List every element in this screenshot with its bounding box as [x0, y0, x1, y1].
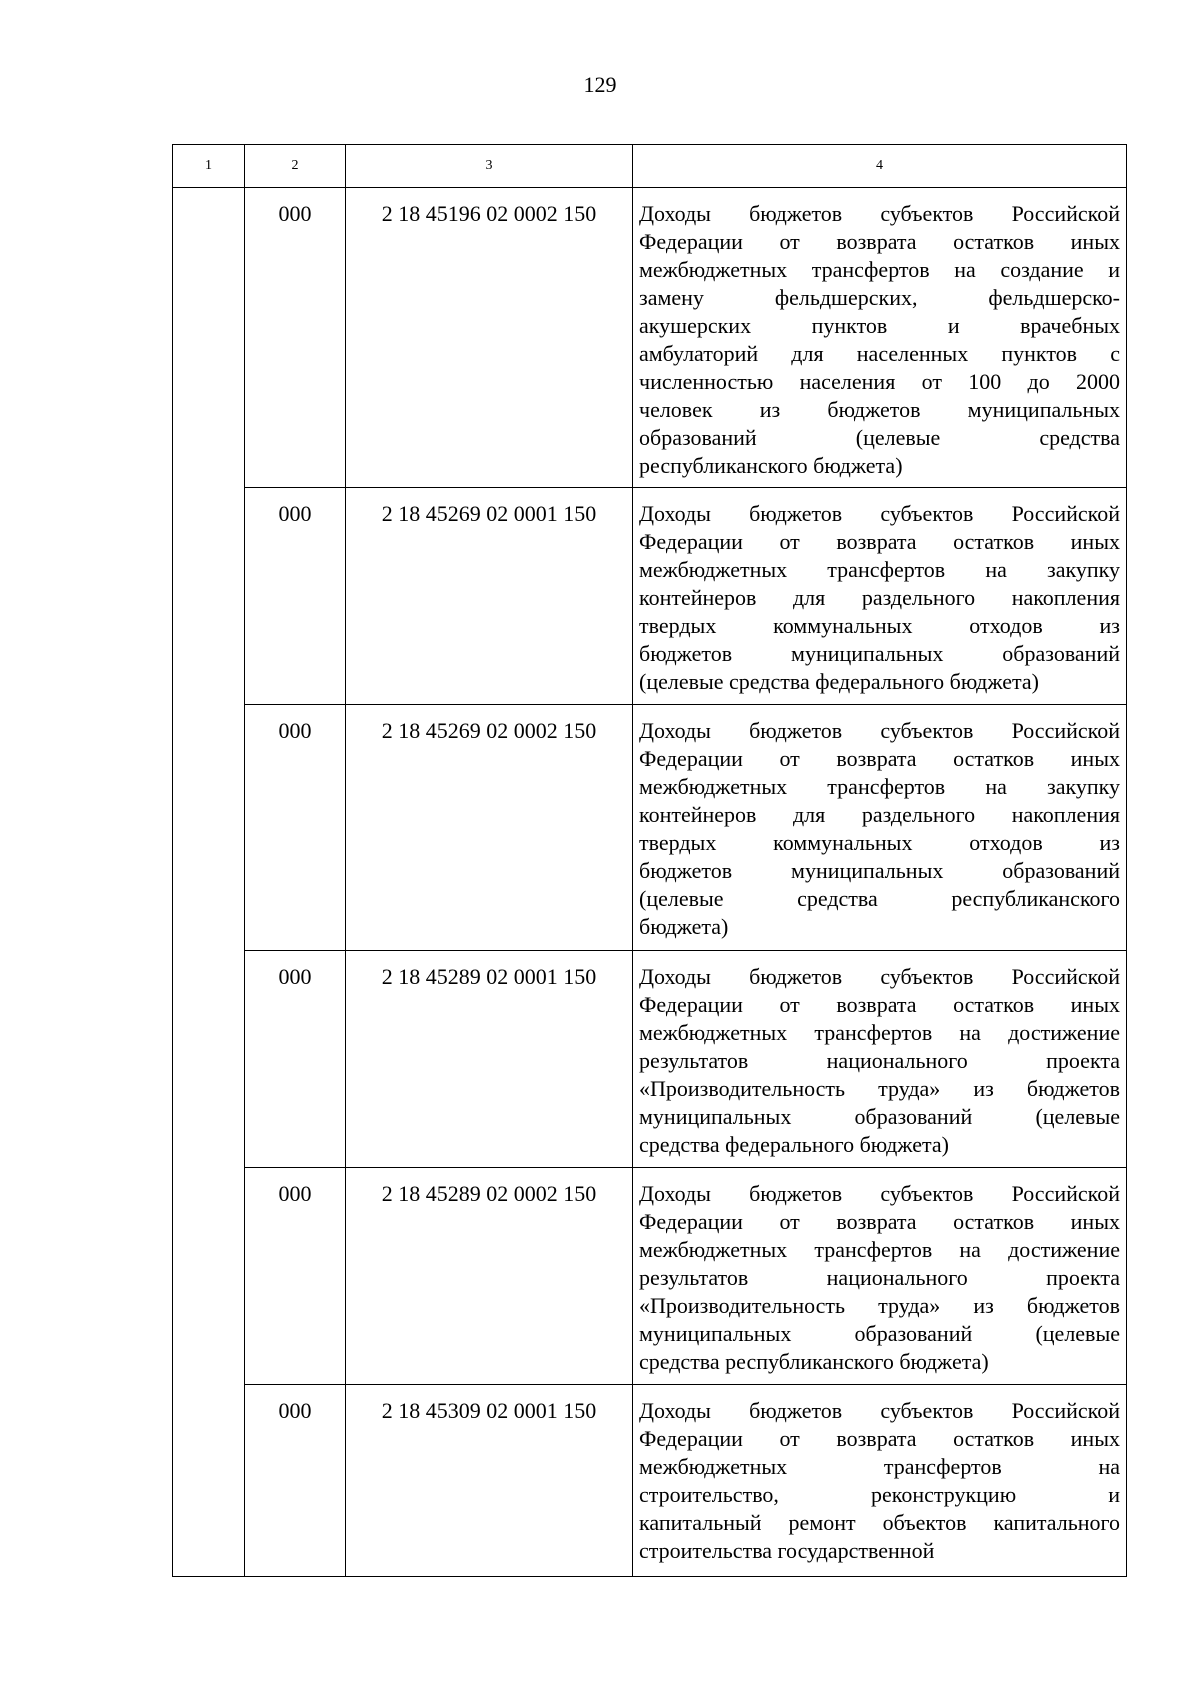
revenue-description-cell	[633, 951, 1127, 1168]
description-line: контейнеров для раздельного накопления	[639, 802, 1120, 827]
description-line: межбюджетных трансфертов на достижение	[639, 1237, 1120, 1262]
description-line: твердых коммунальных отходов из	[639, 613, 1120, 638]
description-line: результатов национального проекта	[639, 1265, 1120, 1290]
description-line: Федерации от возврата остатков иных	[639, 1209, 1120, 1234]
description-line: Федерации от возврата остатков иных	[639, 529, 1120, 554]
revenue-code-cell: 2 18 45309 02 0001 150	[346, 1385, 633, 1577]
description-line: строительство, реконструкцию и	[639, 1482, 1120, 1507]
revenue-code-cell: 2 18 45196 02 0002 150	[346, 188, 633, 488]
header-cell-3: 3	[346, 145, 633, 188]
header-cell-2: 2	[245, 145, 346, 188]
description-line: твердых коммунальных отходов из	[639, 830, 1120, 855]
description-line: контейнеров для раздельного накопления	[639, 585, 1120, 610]
description-line: Федерации от возврата остатков иных	[639, 746, 1120, 771]
revenue-description-cell	[633, 1168, 1127, 1385]
description-line: (целевые средства федерального бюджета)	[639, 669, 1039, 694]
table-header-row	[173, 145, 1127, 188]
page-number: 129	[583, 72, 617, 97]
description-line: Доходы бюджетов субъектов Российской	[639, 964, 1120, 989]
description-line: образований (целевые средства	[639, 425, 1120, 450]
description-line: Федерации от возврата остатков иных	[639, 992, 1120, 1017]
description-line: Доходы бюджетов субъектов Российской	[639, 718, 1120, 743]
description-line: бюджета)	[639, 914, 729, 939]
table-row	[173, 951, 1127, 1168]
description-line: межбюджетных трансфертов на закупку	[639, 557, 1120, 582]
description-line: «Производительность труда» из бюджетов	[639, 1076, 1120, 1101]
description-line: Федерации от возврата остатков иных	[639, 1426, 1120, 1451]
description-line: человек из бюджетов муниципальных	[639, 397, 1120, 422]
revenue-code-cell: 2 18 45289 02 0001 150	[346, 951, 633, 1168]
admin-code-cell: 000	[245, 488, 346, 705]
description-line: межбюджетных трансфертов на закупку	[639, 774, 1120, 799]
revenue-code-cell: 2 18 45269 02 0001 150	[346, 488, 633, 705]
description-line: муниципальных образований (целевые	[639, 1104, 1120, 1129]
table-row	[173, 488, 1127, 705]
admin-code-cell: 000	[245, 1385, 346, 1577]
description-line: строительства государственной	[639, 1538, 935, 1563]
description-line: численностью населения от 100 до 2000	[639, 369, 1120, 394]
admin-code-cell: 000	[245, 188, 346, 488]
description-line: республиканского бюджета)	[639, 453, 903, 478]
revenue-description-cell	[633, 1385, 1127, 1577]
header-cell-1: 1	[173, 145, 245, 188]
revenue-description-cell	[633, 188, 1127, 488]
description-line: средства республиканского бюджета)	[639, 1349, 989, 1374]
description-line: Федерации от возврата остатков иных	[639, 229, 1120, 254]
description-line: (целевые средства республиканского	[639, 886, 1120, 911]
description-line: Доходы бюджетов субъектов Российской	[639, 201, 1120, 226]
revenue-code-cell: 2 18 45269 02 0002 150	[346, 705, 633, 951]
description-line: «Производительность труда» из бюджетов	[639, 1293, 1120, 1318]
description-line: межбюджетных трансфертов на создание и	[639, 257, 1120, 282]
description-line: межбюджетных трансфертов на достижение	[639, 1020, 1120, 1045]
description-line: муниципальных образований (целевые	[639, 1321, 1120, 1346]
admin-code-cell: 000	[245, 1168, 346, 1385]
description-line: результатов национального проекта	[639, 1048, 1120, 1073]
description-line: амбулаторий для населенных пунктов с	[639, 341, 1120, 366]
header-cell-4: 4	[633, 145, 1127, 188]
description-line: средства федерального бюджета)	[639, 1132, 949, 1157]
table-row	[173, 1385, 1127, 1577]
admin-code-cell: 000	[245, 951, 346, 1168]
description-line: капитальный ремонт объектов капитального	[639, 1510, 1120, 1535]
table-row	[173, 188, 1127, 488]
revenue-code-cell: 2 18 45289 02 0002 150	[346, 1168, 633, 1385]
admin-code-cell: 000	[245, 705, 346, 951]
description-line: Доходы бюджетов субъектов Российской	[639, 501, 1120, 526]
description-line: Доходы бюджетов субъектов Российской	[639, 1398, 1120, 1423]
revenue-description-cell	[633, 705, 1127, 951]
description-line: бюджетов муниципальных образований	[639, 858, 1120, 883]
revenue-description-cell	[633, 488, 1127, 705]
description-line: акушерских пунктов и врачебных	[639, 313, 1120, 338]
budget-classification-table	[172, 144, 1127, 1577]
description-line: Доходы бюджетов субъектов Российской	[639, 1181, 1120, 1206]
table-row	[173, 705, 1127, 951]
col1-cell	[173, 188, 245, 1577]
table-row	[173, 1168, 1127, 1385]
description-line: замену фельдшерских, фельдшерско-	[639, 285, 1120, 310]
description-line: межбюджетных трансфертов на	[639, 1454, 1120, 1479]
description-line: бюджетов муниципальных образований	[639, 641, 1120, 666]
